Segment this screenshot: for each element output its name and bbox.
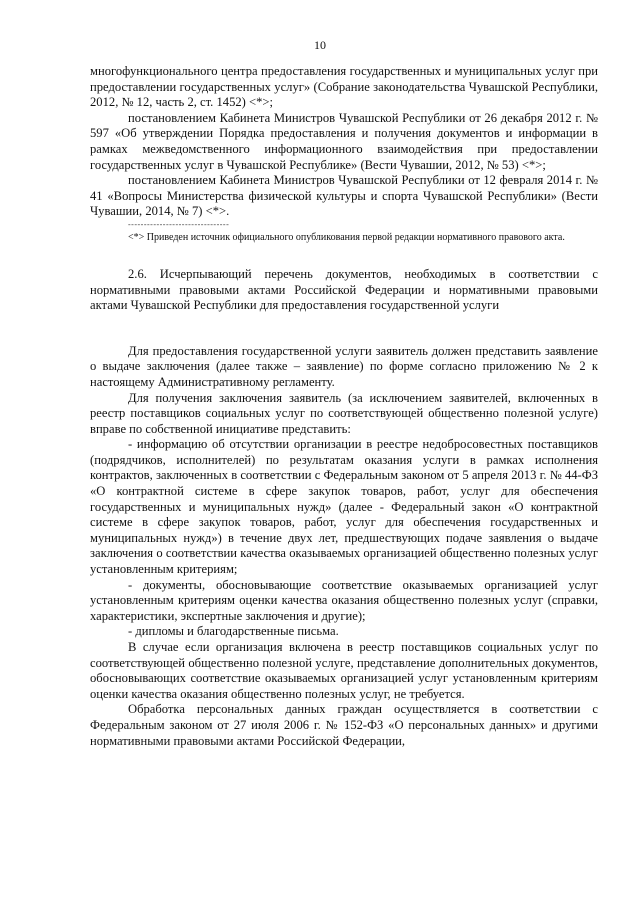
paragraph: В случае если организация включена в реестр поставщиков социальных услуг по соответствующей общественно полезной услуге, представление дополнительных документов, обосновывающих соответствие оказываемых организацией услуг установленным критериям оценки качества оказания общественно полезных услуг, не требуется. [90, 640, 598, 701]
paragraph: Для получения заключения заявитель (за исключением заявителей, включенных в реестр поставщиков социальных услуг по соответствующей общественно полезной услуге) вправе по собственной инициативе представить: [90, 390, 598, 436]
list-item: - документы, обосновывающие соответствие оказываемых организацией услуг установленным критериям оценки качества оказания общественно полезных услуг (справки, характеристики, экспертные заключения и другие); [90, 577, 598, 623]
section-heading: 2.6. Исчерпывающий перечень документов, необходимых в соответствии с нормативными правовыми актами Российской Федерации и нормативными правовыми актами Чувашской Республики для предоставления государственной услуги [90, 266, 598, 313]
document-body [90, 64, 598, 749]
list-item: - дипломы и благодарственные письма. [128, 624, 339, 639]
paragraph-resolution-597: постановлением Кабинета Министров Чувашской Республики от 26 декабря 2012 г. № 597 «Об утверждении Порядка предоставления и получения документов и информации в рамках межведомственного информационного взаимодействия при предоставлении государственных услуг в Чувашской Республике» (Вести Чувашии, 2012, № 53) <*>; [90, 110, 598, 172]
footnote-separator: -------------------------------- [128, 219, 230, 229]
list-item: - информацию об отсутствии организации в реестре недобросовестных поставщиков (подрядчиков, исполнителей) по результатам оказания услуги в рамках исполнения контрактов, заключенных в соответствии с Федеральным законом от 5 апреля 2013 г. № 44-ФЗ «О контрактной системе в сфере закупок товаров, работ, услуг для обеспечения государственных и муниципальных нужд» (далее - Федеральный закон «О контрактной системе в сфере закупок товаров, работ, услуг для обеспечения государственных и муниципальных нужд») в течение двух лет, предшествующих подаче заявления о выдаче заключения о соответствии качества оказываемых организацией общественно полезных услуг установленным критериям; [90, 437, 598, 577]
paragraph-continuation: многофункционального центра предоставления государственных и муниципальных услуг при предоставлении государственных услуг» (Собрание законодательства Чувашской Республики, 2012, № 12, часть 2, ст. 1452) <*>; [90, 64, 598, 110]
paragraph-resolution-41: постановлением Кабинета Министров Чувашской Республики от 12 февраля 2014 г. № 41 «Вопросы Министерства физической культуры и спорта Чувашской Республики» (Вести Чувашии, 2014, № 7) <*>. [90, 173, 598, 219]
page-number: 10 [314, 38, 326, 52]
footnote: <*> Приведен источник официального опубликования первой редакции нормативного правового акта. [128, 231, 565, 243]
paragraph: Для предоставления государственной услуги заявитель должен представить заявление о выдаче заключения (далее также – заявление) по форме согласно приложению № 2 к настоящему Административному регламенту. [90, 343, 598, 389]
paragraph: Обработка персональных данных граждан осуществляется в соответствии с Федеральным законом от 27 июля 2006 г. № 152-ФЗ «О персональных данных» и другими нормативными правовыми актами Российской Федерации, [90, 702, 598, 748]
